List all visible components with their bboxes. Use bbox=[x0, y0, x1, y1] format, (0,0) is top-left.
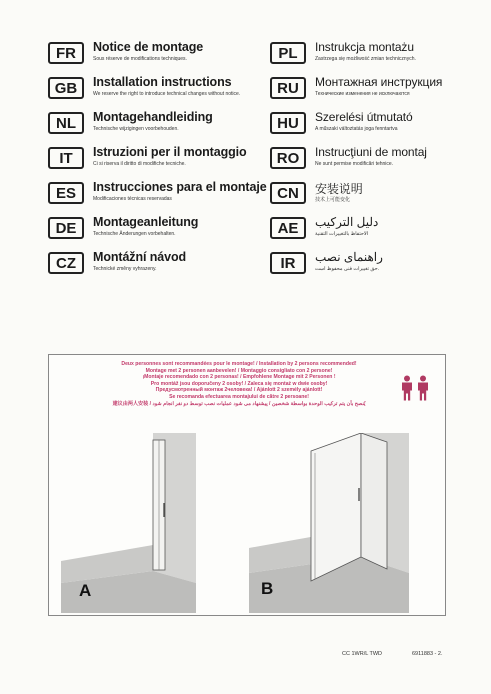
installation-figure-box bbox=[48, 354, 446, 616]
language-row-hu bbox=[270, 110, 490, 145]
warning-line: ¡Montaje recomendado con 2 personas! / Empfohlene Montage mit 2 Personen ! bbox=[142, 374, 336, 381]
warning-line: Deux personnes sont recommandées pour le montage! / Installation by 2 persons recommended! bbox=[121, 361, 357, 367]
language-row-ae bbox=[270, 215, 490, 250]
language-code-badge: DE bbox=[48, 217, 84, 239]
language-note: Технические изменения не исключаются bbox=[315, 91, 410, 97]
language-title: Instrukcja montażu bbox=[315, 40, 414, 54]
figure-b-door-with-side-panel bbox=[249, 433, 409, 613]
language-note: Technische wijzigingen voorbehouden. bbox=[93, 126, 179, 132]
language-code-badge: IT bbox=[48, 147, 84, 169]
language-title: Montageanleitung bbox=[93, 215, 199, 229]
language-note: حق تغییرات فنی محفوظ است. bbox=[315, 266, 380, 272]
language-note: Modificaciones técnicas reservadas bbox=[93, 196, 172, 202]
two-person-warning bbox=[89, 361, 389, 407]
language-code-badge: IR bbox=[270, 252, 306, 274]
model-reference: CC 1WR/L TWD bbox=[342, 651, 383, 657]
language-title: Монтажная инструкция bbox=[315, 75, 443, 89]
figure-label: A bbox=[79, 581, 92, 600]
language-row-it bbox=[48, 145, 268, 180]
language-note: Ci si riserva il diritto di modifiche tecniche. bbox=[93, 161, 186, 167]
shower-enclosure-drawing bbox=[249, 433, 429, 613]
language-note: Zastrzega się możliwość zmian technicznych. bbox=[315, 56, 416, 62]
language-code-badge: GB bbox=[48, 77, 84, 99]
language-title: Montážní návod bbox=[93, 250, 187, 264]
language-title: Instrucţiuni de montaj bbox=[315, 145, 427, 159]
warning-line: 建议由两人安装 / يُنصح بأن يتم تركيب الوحدة بواسطة شخصين / پیشنهاد می شود عملیات نصب توسط دو نفر انجام شود bbox=[112, 400, 366, 407]
language-row-gb bbox=[48, 75, 268, 110]
language-code-badge: FR bbox=[48, 42, 84, 64]
warning-line: Предусмотренный монтаж 2человека! / Ajánlott 2 személy ajánlott! bbox=[155, 387, 323, 394]
language-note: 技术上可能变化 bbox=[315, 197, 351, 203]
language-row-cn bbox=[270, 180, 490, 215]
warning-line: Pro montáž jsou doporučeny 2 osoby! / Zaleca się montaż w dwie osoby! bbox=[150, 380, 328, 387]
language-row-pl bbox=[270, 40, 490, 75]
language-list-left bbox=[48, 40, 268, 285]
language-code-badge: NL bbox=[48, 112, 84, 134]
language-row-de bbox=[48, 215, 268, 250]
language-title: Installation instructions bbox=[93, 75, 232, 89]
language-row-fr bbox=[48, 40, 268, 75]
language-title: Notice de montage bbox=[93, 40, 204, 54]
document-code: 6911883 - 2. bbox=[412, 651, 443, 657]
language-row-ru bbox=[270, 75, 490, 110]
language-title: 安装说明 bbox=[315, 182, 363, 196]
language-code-badge: RO bbox=[270, 147, 306, 169]
language-note: We reserve the right to introduce technical changes without notice. bbox=[93, 91, 241, 97]
language-code-badge: CN bbox=[270, 182, 306, 204]
language-title: Instrucciones para el montaje bbox=[93, 180, 267, 194]
language-code-badge: AE bbox=[270, 217, 306, 239]
figure-label: B bbox=[261, 579, 274, 598]
language-note: Sous réserve de modifications techniques. bbox=[93, 56, 187, 62]
language-title: Montagehandleiding bbox=[93, 110, 213, 124]
language-note: Technické změny vyhrazeny. bbox=[93, 266, 157, 272]
language-title: دليل التركيب bbox=[315, 215, 379, 229]
language-note: A műszaki változtatás joga fenntartva bbox=[315, 126, 398, 132]
language-row-cz bbox=[48, 250, 268, 285]
language-title: Istruzioni per il montaggio bbox=[93, 145, 247, 159]
warning-line: Se recomanda efectuarea montajului de către 2 persoane! bbox=[169, 393, 309, 400]
language-title: Szerelési útmutató bbox=[315, 110, 413, 124]
language-code-badge: PL bbox=[270, 42, 306, 64]
two-persons-icon bbox=[395, 375, 435, 401]
figure-a-pivot-door bbox=[61, 433, 221, 613]
language-row-ro bbox=[270, 145, 490, 180]
language-title: راهنمای نصب bbox=[315, 250, 383, 264]
language-list-right bbox=[270, 40, 490, 285]
language-code-badge: ES bbox=[48, 182, 84, 204]
warning-line: Montage met 2 personen aanbevelen! / Montaggio consigliato con 2 persone! bbox=[145, 367, 333, 374]
language-note: Technische Änderungen vorbehalten. bbox=[93, 231, 176, 237]
language-row-nl bbox=[48, 110, 268, 145]
language-code-badge: CZ bbox=[48, 252, 84, 274]
language-code-badge: HU bbox=[270, 112, 306, 134]
language-row-ir bbox=[270, 250, 490, 285]
language-note: Ne sunt permise modificări tehnice. bbox=[315, 161, 394, 167]
language-row-es bbox=[48, 180, 268, 215]
language-code-badge: RU bbox=[270, 77, 306, 99]
language-note: الاحتفاظ بالتغييرات التقنية bbox=[315, 231, 369, 237]
